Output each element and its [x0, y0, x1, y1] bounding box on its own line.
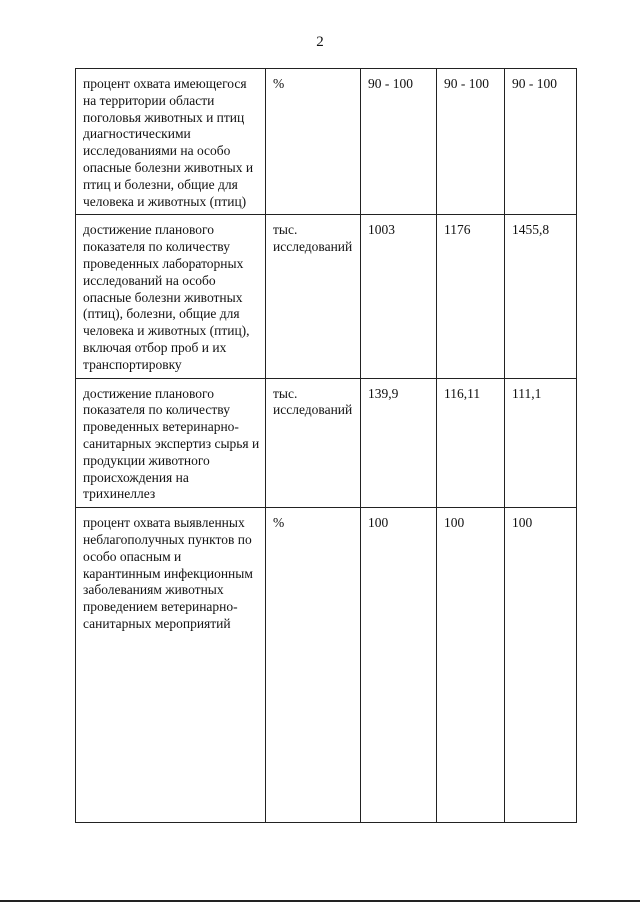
table-row: [76, 215, 577, 378]
indicator-cell: процент охвата имеющегося на территории области поголовья животных и птиц диагностическими исследованиями на особо опасные болезни животных и птиц и болезни, общие для человека и животных (птиц): [76, 69, 266, 215]
value-cell: 1176: [437, 215, 505, 378]
value-cell: 1455,8: [505, 215, 577, 378]
unit-cell: %: [266, 69, 361, 215]
value-cell: 139,9: [361, 378, 437, 508]
value-cell: 100: [437, 508, 505, 823]
unit-cell: тыс. исследований: [266, 378, 361, 508]
value-cell: 1003: [361, 215, 437, 378]
value-cell: 100: [361, 508, 437, 823]
value-cell: 90 - 100: [361, 69, 437, 215]
indicator-cell: процент охвата выявленных неблагополучных пунктов по особо опасным и карантинным инфекционным заболеваниям животных проведением ветеринарно-санитарных мероприятий: [76, 508, 266, 823]
table-row: [76, 508, 577, 823]
page-number: 2: [316, 34, 324, 50]
value-cell: 116,11: [437, 378, 505, 508]
indicator-cell: достижение планового показателя по количеству проведенных ветеринарно-санитарных экспертиз сырья и продукции животного происхождения на трихинеллез: [76, 378, 266, 508]
table-row: [76, 69, 577, 215]
value-cell: 90 - 100: [505, 69, 577, 215]
unit-cell: тыс. исследований: [266, 215, 361, 378]
page-bottom-rule: [0, 900, 640, 902]
value-cell: 111,1: [505, 378, 577, 508]
indicator-cell: достижение планового показателя по количеству проведенных лабораторных исследований на особо опасные болезни животных (птиц), болезни, общие для человека и животных (птиц), включая отбор проб и их транспортировку: [76, 215, 266, 378]
table-row: [76, 378, 577, 508]
value-cell: 100: [505, 508, 577, 823]
value-cell: 90 - 100: [437, 69, 505, 215]
unit-cell: %: [266, 508, 361, 823]
indicators-table: [75, 68, 577, 823]
